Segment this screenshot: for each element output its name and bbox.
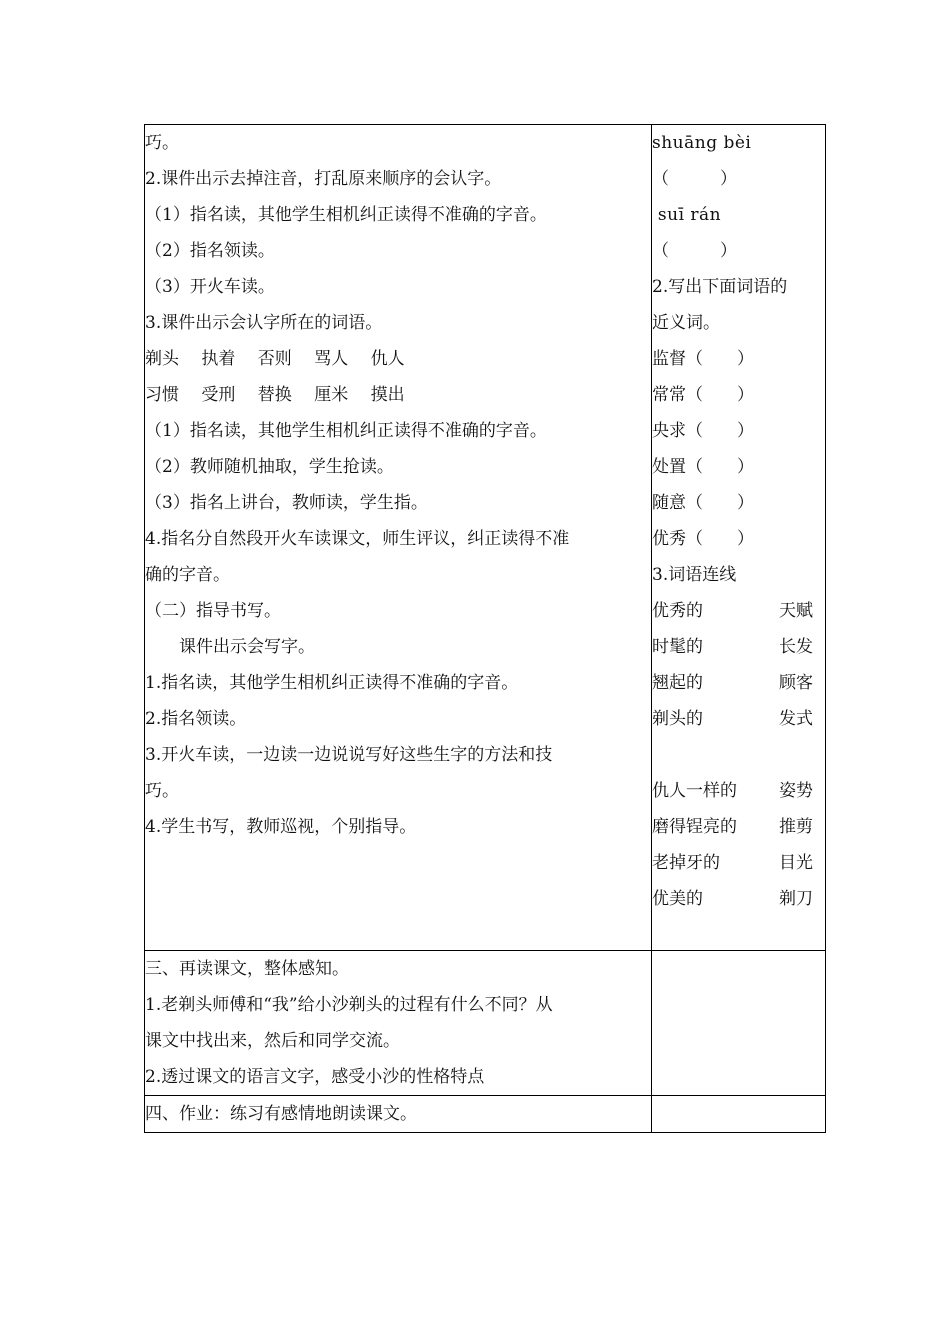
text-line: 2.课件出示去掉注音，打乱原来顺序的会认字。 [145, 169, 502, 189]
question-title: 近义词。 [652, 313, 720, 333]
match-row [652, 881, 825, 917]
match-left: 优美的 [652, 889, 703, 909]
synonym-item: 随意（ ） [652, 493, 754, 513]
match-left: 剃头的 [652, 709, 703, 729]
match-left: 仇人一样的 [652, 781, 737, 801]
synonym-item: 常常（ ） [652, 385, 754, 405]
match-left: 磨得锃亮的 [652, 817, 737, 837]
match-right: 目光 [779, 853, 813, 873]
table-row [145, 1096, 826, 1133]
text-line: （2）教师随机抽取，学生抢读。 [145, 457, 394, 477]
match-left: 老掉牙的 [652, 853, 720, 873]
text-line: 2.指名领读。 [145, 709, 247, 729]
question-title: 3.词语连线 [652, 565, 737, 585]
text-line: 确的字音。 [145, 565, 230, 585]
match-right: 剃刀 [779, 889, 813, 909]
match-right: 姿势 [779, 781, 813, 801]
lesson-plan-table [144, 124, 826, 1133]
match-row [652, 665, 825, 701]
empty-cell [652, 951, 826, 1096]
section-3-cell [145, 951, 652, 1096]
exercise-cell [652, 125, 826, 951]
synonym-item: 监督（ ） [652, 349, 754, 369]
match-right: 顾客 [779, 673, 813, 693]
word-list-line: 习惯 受刑 替换 厘米 摸出 [145, 385, 405, 405]
text-line: 1.指名读，其他学生相机纠正读得不准确的字音。 [145, 673, 519, 693]
text-line: 4.指名分自然段开火车读课文，师生评议，纠正读得不准 [145, 529, 570, 549]
match-right: 发式 [779, 709, 813, 729]
table-row [145, 125, 826, 951]
text-line: （1）指名读，其他学生相机纠正读得不准确的字音。 [145, 205, 547, 225]
text-line: （3）开火车读。 [145, 277, 275, 297]
match-right: 天赋 [779, 601, 813, 621]
text-line: 3.开火车读，一边读一边说说写好这些生字的方法和技 [145, 745, 553, 765]
match-row [652, 809, 825, 845]
empty-cell [652, 1096, 826, 1133]
match-row [652, 773, 825, 809]
word-list-line: 剃头 执着 否则 骂人 仇人 [145, 349, 405, 369]
text-line: 巧。 [145, 133, 179, 153]
text-line: 巧。 [145, 781, 179, 801]
text-line: 4.学生书写，教师巡视，个别指导。 [145, 817, 417, 837]
match-right: 推剪 [779, 817, 813, 837]
match-left: 时髦的 [652, 637, 703, 657]
answer-blank: （ ） [652, 241, 737, 261]
text-line: 1.老剃头师傅和“我”给小沙剃头的过程有什么不同？从 [145, 995, 553, 1015]
question-title: 2.写出下面词语的 [652, 277, 788, 297]
spacer [652, 737, 825, 773]
match-row [652, 593, 825, 629]
table-row [145, 951, 826, 1096]
answer-blank: （ ） [652, 169, 737, 189]
text-line: 3.课件出示会认字所在的词语。 [145, 313, 383, 333]
section-heading: 三、再读课文，整体感知。 [145, 959, 349, 979]
section-4-cell [145, 1096, 652, 1133]
match-right: 长发 [779, 637, 813, 657]
section-heading: 四、作业：练习有感情地朗读课文。 [145, 1104, 417, 1124]
match-row [652, 629, 825, 665]
teaching-process-cell [145, 125, 652, 951]
text-line: （1）指名读，其他学生相机纠正读得不准确的字音。 [145, 421, 547, 441]
text-line: 课文中找出来，然后和同学交流。 [145, 1031, 400, 1051]
match-row [652, 845, 825, 881]
synonym-item: 央求（ ） [652, 421, 754, 441]
text-line: （二）指导书写。 [145, 601, 281, 621]
synonym-item: 处置（ ） [652, 457, 754, 477]
text-line: （2）指名领读。 [145, 241, 275, 261]
pinyin-prompt: suī rán [652, 205, 722, 225]
match-left: 翘起的 [652, 673, 703, 693]
synonym-item: 优秀（ ） [652, 529, 754, 549]
match-row [652, 701, 825, 737]
match-left: 优秀的 [652, 601, 703, 621]
text-line: 2.透过课文的语言文字，感受小沙的性格特点 [145, 1067, 485, 1087]
pinyin-prompt: shuāng bèi [652, 133, 752, 153]
text-line: （3）指名上讲台，教师读，学生指。 [145, 493, 428, 513]
text-line: 课件出示会写字。 [145, 637, 315, 657]
